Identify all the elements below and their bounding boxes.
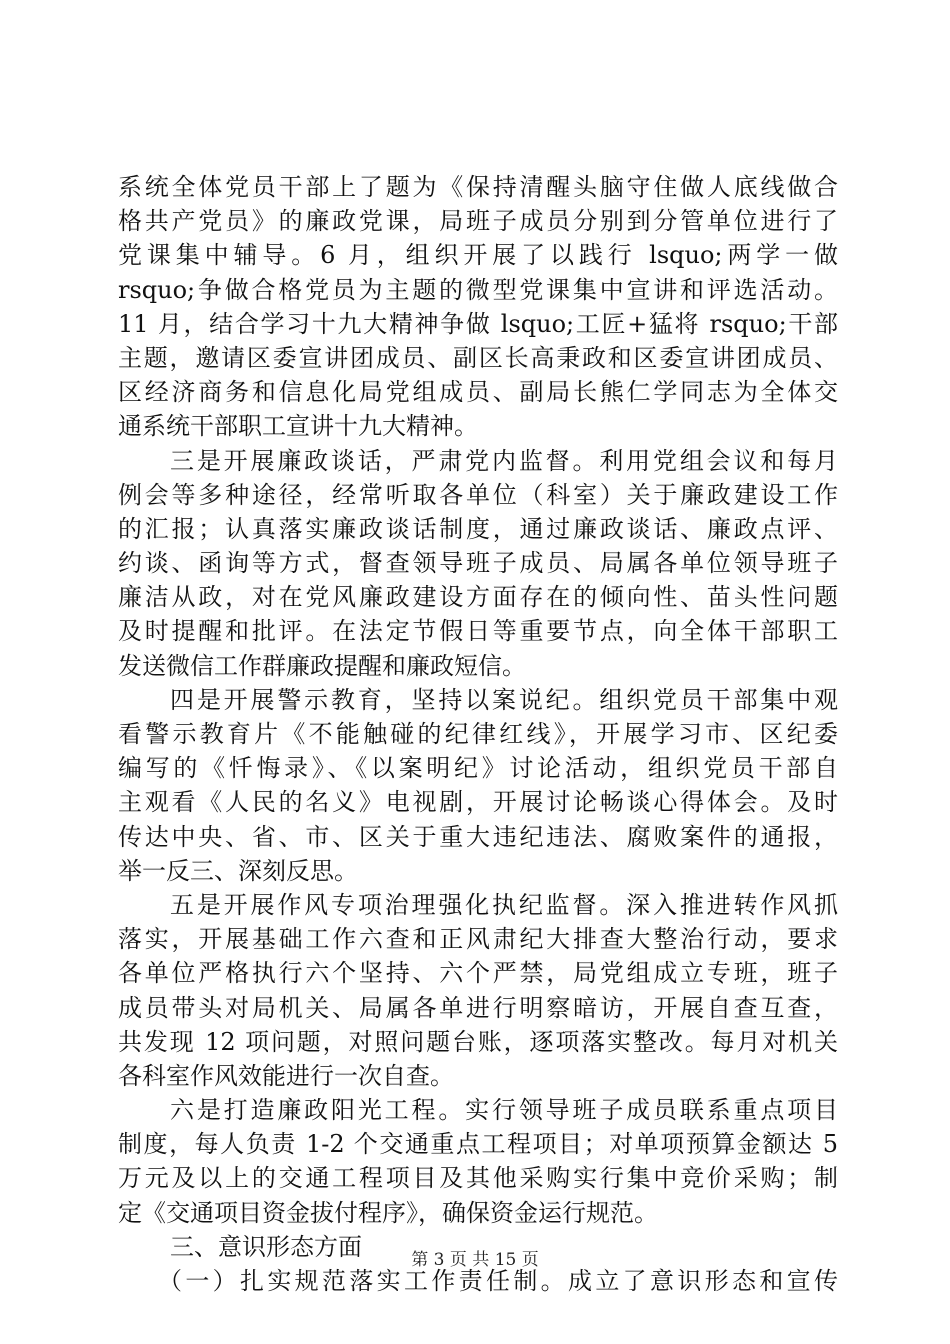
text-line: rsquo;争做合格党员为主题的微型党课集中宣讲和评选活动。 <box>118 275 838 304</box>
text-line: 编写的《忏悔录》、《以案明纪》讨论活动，组织党员干部自 <box>118 754 838 783</box>
text-line: 成员带头对局机关、局属各单进行明察暗访，开展自查互查， <box>118 993 838 1022</box>
text-line: 主观看《人民的名义》电视剧，开展讨论畅谈心得体会。及时 <box>118 788 838 817</box>
text-line: 共发现 12 项问题，对照问题台账，逐项落实整改。每月对机关 <box>118 1027 838 1056</box>
text-line: 约谈、函询等方式，督查领导班子成员、局属各单位领导班子 <box>118 549 838 578</box>
text-line: 及时提醒和批评。在法定节假日等重要节点，向全体干部职工 <box>118 617 838 646</box>
text-line: 发送微信工作群廉政提醒和廉政短信。 <box>118 651 526 680</box>
text-line: 三是开展廉政谈话，严肃党内监督。利用党组会议和每月 <box>170 446 838 475</box>
text-line: 落实，开展基础工作六查和正风肃纪大排查大整治行动，要求 <box>118 925 838 954</box>
text-line: 各单位严格执行六个坚持、六个严禁，局党组成立专班，班子 <box>118 959 838 988</box>
text-line: 格共产党员》的廉政党课，局班子成员分别到分管单位进行了 <box>118 207 838 236</box>
text-line: 五是开展作风专项治理强化执纪监督。深入推进转作风抓 <box>170 890 838 919</box>
text-line: 通系统干部职工宣讲十九大精神。 <box>118 412 478 441</box>
text-line: 区经济商务和信息化局党组成员、副局长熊仁学同志为全体交 <box>118 378 838 407</box>
text-line: 定《交通项目资金拔付程序》，确保资金运行规范。 <box>118 1198 658 1227</box>
page-footer: 第 3 页 共 15 页 <box>411 1250 539 1270</box>
text-line: 四是开展警示教育，坚持以案说纪。组织党员干部集中观 <box>170 685 838 714</box>
text-line: 例会等多种途径，经常听取各单位（科室）关于廉政建设工作 <box>118 480 838 509</box>
text-line: 的汇报；认真落实廉政谈话制度，通过廉政谈话、廉政点评、 <box>118 514 838 543</box>
document-body <box>118 170 838 1298</box>
text-line: 制度，每人负责 1-2 个交通重点工程项目；对单项预算金额达 5 <box>118 1130 838 1159</box>
text-line: 六是打造廉政阳光工程。实行领导班子成员联系重点项目 <box>170 1096 838 1125</box>
text-line: 主题，邀请区委宣讲团成员、副区长高秉政和区委宣讲团成员、 <box>118 343 838 372</box>
text-line: 11 月，结合学习十九大精神争做 lsquo;工匠+猛将 rsquo;干部 <box>118 309 838 338</box>
text-line: 举一反三、深刻反思。 <box>118 856 358 885</box>
text-line: 各科室作风效能进行一次自查。 <box>118 1061 454 1090</box>
text-line: 三、意识形态方面 <box>170 1232 362 1261</box>
text-line: 万元及以上的交通工程项目及其他采购实行集中竞价采购；制 <box>118 1164 838 1193</box>
text-line: （一）扎实规范落实工作责任制。成立了意识形态和宣传 <box>158 1267 838 1295</box>
text-line: 看警示教育片《不能触碰的纪律红线》，开展学习市、区纪委 <box>118 720 838 748</box>
text-line: 传达中央、省、市、区关于重大违纪违法、腐败案件的通报， <box>118 822 838 851</box>
text-line: 党课集中辅导。6 月，组织开展了以践行 lsquo;两学一做 <box>118 241 838 270</box>
text-line: 廉洁从政，对在党风廉政建设方面存在的倾向性、苗头性问题 <box>118 583 838 612</box>
text-line: 系统全体党员干部上了题为《保持清醒头脑守住做人底线做合 <box>118 173 838 201</box>
